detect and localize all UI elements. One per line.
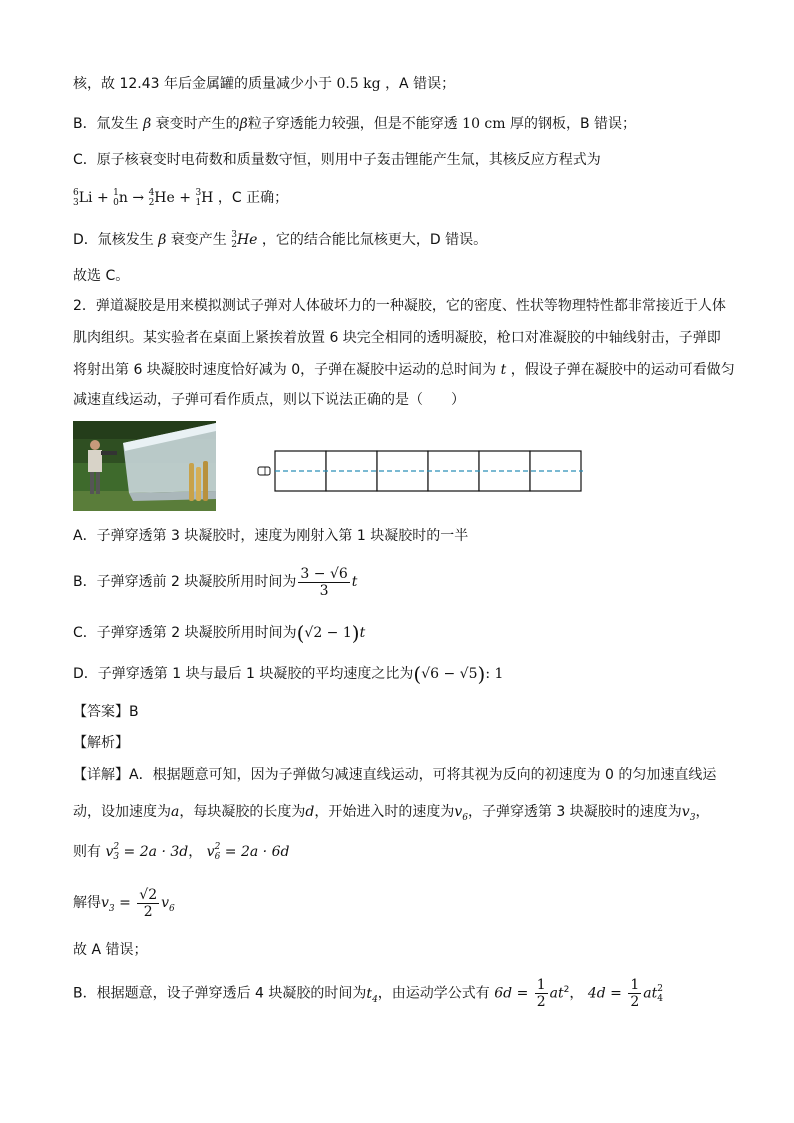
equation-rhs: = 2a · 3d bbox=[119, 844, 189, 860]
equation-1 bbox=[105, 844, 188, 860]
line-text: ，每块凝胶的长度为 bbox=[179, 804, 306, 820]
line-text: ，它的结合能比氚核更大，D 错误。 bbox=[261, 232, 488, 248]
detail-line bbox=[73, 765, 716, 785]
mass-number: 1 bbox=[113, 188, 119, 198]
equation-rhs: = 2a · 6d bbox=[220, 844, 290, 860]
superscript: 2 bbox=[563, 985, 570, 995]
element-symbol: Li bbox=[78, 190, 93, 206]
line-text: 动，设加速度为 bbox=[73, 804, 171, 820]
line-text: B．根据题意，设子弹穿透后 4 块凝胶的时间为 bbox=[73, 985, 367, 1002]
line-text: 减速直线运动，子弹可看作质点，则以下说法正确的是（ ） bbox=[73, 392, 465, 408]
math-t: t bbox=[359, 625, 366, 641]
denominator: 2 bbox=[536, 994, 546, 1011]
var: v bbox=[206, 844, 215, 860]
subscript: 6 bbox=[214, 852, 221, 862]
text-line bbox=[73, 74, 455, 94]
ratio-tail: : 1 bbox=[485, 666, 504, 682]
math-v6 bbox=[454, 804, 468, 823]
solution-eq bbox=[101, 895, 136, 914]
answer-label bbox=[73, 702, 139, 722]
subscript: 3 bbox=[689, 812, 696, 823]
numerator: 1 bbox=[630, 977, 640, 994]
equation-rhs: at bbox=[643, 985, 658, 1002]
paren-open: ( bbox=[296, 621, 305, 645]
var: v bbox=[105, 844, 114, 860]
element-symbol: He bbox=[236, 232, 258, 248]
option-text: C．子弹穿透第 2 块凝胶所用时间为 bbox=[73, 625, 297, 641]
math-expression: √2 − 1 bbox=[304, 625, 352, 641]
nuclide-he3 bbox=[231, 228, 257, 252]
var: v bbox=[681, 804, 690, 820]
subscript: 3 bbox=[113, 852, 120, 862]
mass-number: 3 bbox=[231, 230, 237, 240]
element-symbol: He bbox=[154, 190, 175, 206]
numerator: 3 − √6 bbox=[300, 565, 348, 582]
question-text bbox=[73, 328, 721, 348]
subscript: 4 bbox=[372, 994, 378, 1005]
var: v bbox=[161, 895, 170, 911]
detail-line: 动，设加速度为a，每块凝胶的长度为d，开始进入时的速度为$v_6$，子弹穿透第 3 块凝胶时的速度为$v_3$， bbox=[73, 804, 710, 823]
line-text: 【详解】A．根据题意可知，因为子弹做匀减速直线运动，可将其视为反向的初速度为 0 的匀加速直线运 bbox=[73, 767, 717, 783]
subscript: 4 bbox=[657, 993, 663, 1004]
math-beta: β bbox=[239, 116, 248, 132]
math-d: d bbox=[305, 804, 315, 820]
option-b bbox=[73, 562, 357, 602]
denominator: 3 bbox=[319, 582, 329, 599]
math-length: 10 cm bbox=[462, 116, 506, 132]
analysis-label bbox=[73, 733, 129, 753]
equation-2 bbox=[207, 844, 290, 860]
math-a: a bbox=[171, 804, 180, 820]
line-text: ，C 正确； bbox=[217, 190, 289, 206]
nuclear-equation bbox=[73, 186, 288, 210]
subscript: 6 bbox=[462, 812, 468, 823]
option-c bbox=[73, 620, 365, 646]
math-mass: 0.5 kg bbox=[336, 76, 381, 92]
equation-lhs: 4d = bbox=[587, 985, 627, 1002]
element-symbol: H bbox=[201, 190, 214, 206]
option-d bbox=[73, 661, 503, 687]
question-text bbox=[73, 296, 726, 316]
line-text: B．氚发生 bbox=[73, 116, 139, 132]
question-text bbox=[73, 390, 465, 410]
line-text: 解得 bbox=[73, 895, 101, 911]
nuclide-n bbox=[113, 186, 128, 210]
text-line bbox=[73, 228, 487, 252]
ballistic-gel-photo bbox=[73, 421, 216, 511]
var: v bbox=[454, 804, 463, 820]
answer-text: 【答案】B bbox=[73, 704, 139, 720]
line-text: 核，故 12.43 年后金属罐的质量减少小于 bbox=[73, 76, 332, 92]
line-text: 肌肉组织。某实验者在桌面上紧挨着放置 6 块完全相同的透明凝胶，枪口对准凝胶的中轴线射击，子弹即 bbox=[73, 330, 721, 346]
math-t: t bbox=[500, 362, 507, 378]
superscript: 2 bbox=[214, 842, 221, 852]
line-text: 将射出第 6 块凝胶时速度恰好减为 0，子弹在凝胶中运动的总时间为 bbox=[73, 362, 497, 378]
mass-number: 4 bbox=[148, 188, 155, 198]
subscript: 3 bbox=[108, 903, 115, 914]
denominator: 2 bbox=[143, 903, 153, 920]
option-text: B．子弹穿透前 2 块凝胶所用时间为 bbox=[73, 574, 297, 590]
fraction bbox=[535, 977, 548, 1010]
line-text: 厚的钢板，B 错误； bbox=[510, 116, 637, 132]
line-text: 则有 bbox=[73, 844, 101, 860]
math-expression: √6 − √5 bbox=[421, 666, 478, 682]
line-text: 故选 C。 bbox=[73, 268, 130, 284]
line-text: 衰变时产生的 bbox=[155, 116, 240, 132]
mass-number: 6 bbox=[73, 188, 79, 198]
option-text: D．子弹穿透第 1 块与最后 1 块凝胶的平均速度之比为 bbox=[73, 666, 414, 682]
fraction bbox=[628, 977, 641, 1010]
atomic-number: 2 bbox=[231, 240, 237, 250]
separator: ， bbox=[188, 844, 203, 860]
line-text: ，由运动学公式有 bbox=[377, 985, 490, 1002]
paren-open: ( bbox=[413, 662, 422, 686]
subscript: 6 bbox=[169, 903, 175, 914]
var: t bbox=[366, 985, 373, 1002]
math-beta: β bbox=[158, 232, 167, 248]
detail-line bbox=[73, 840, 289, 864]
bullet-icon bbox=[258, 467, 270, 475]
math-t: t bbox=[351, 574, 358, 590]
detail-line bbox=[73, 883, 175, 929]
nuclide-h bbox=[195, 186, 213, 210]
line-text: ，子弹穿透第 3 块凝胶时的速度为 bbox=[467, 804, 682, 820]
detail-line bbox=[73, 970, 663, 1019]
arrow-icon: → bbox=[132, 190, 145, 206]
element-symbol: n bbox=[118, 190, 128, 206]
gel-block-diagram bbox=[255, 450, 585, 494]
equals: = bbox=[114, 895, 136, 911]
atomic-number: 3 bbox=[73, 198, 79, 208]
equation-lhs: 6d = bbox=[494, 985, 533, 1002]
numerator: 1 bbox=[536, 977, 546, 994]
line-text: D．氚核发生 bbox=[73, 232, 154, 248]
line-text: 衰变产生 bbox=[170, 232, 227, 248]
line-text: 故 A 错误； bbox=[73, 942, 148, 958]
superscript: 2 bbox=[657, 983, 663, 994]
math-v3 bbox=[681, 804, 696, 823]
line-text: ，假设子弹在凝胶中的运动可看做匀 bbox=[510, 362, 735, 378]
fraction bbox=[137, 887, 159, 920]
superscript: 2 bbox=[113, 842, 120, 852]
atomic-number: 0 bbox=[113, 198, 119, 208]
option-text: A．子弹穿透第 3 块凝胶时，速度为刚射入第 1 块凝胶时的一半 bbox=[73, 528, 469, 544]
equation-rhs: at bbox=[549, 985, 564, 1002]
numerator: √2 bbox=[139, 886, 158, 903]
atomic-number: 2 bbox=[148, 198, 155, 208]
line-text: C．原子核衰变时电荷数和质量数守恒，则用中子轰击锂能产生氚，其核反应方程式为 bbox=[73, 152, 601, 168]
var: v bbox=[101, 895, 109, 911]
mass-number: 3 bbox=[195, 188, 202, 198]
text-line bbox=[73, 266, 129, 286]
line-text: 粒子穿透能力较强，但是不能穿透 bbox=[247, 116, 458, 132]
analysis-text: 【解析】 bbox=[73, 735, 129, 751]
nuclide-he bbox=[149, 186, 175, 210]
line-text: ，A 错误； bbox=[385, 76, 456, 92]
text-line bbox=[73, 150, 601, 170]
paren-close: ) bbox=[351, 621, 360, 645]
fraction bbox=[298, 566, 349, 599]
detail-line bbox=[73, 940, 147, 960]
line-text: ，开始进入时的速度为 bbox=[314, 804, 455, 820]
option-a bbox=[73, 526, 468, 546]
plus-sign: + bbox=[96, 190, 109, 206]
separator: ， bbox=[569, 985, 584, 1002]
math-beta: β bbox=[143, 116, 152, 132]
atomic-number: 1 bbox=[195, 198, 202, 208]
denominator: 2 bbox=[630, 994, 640, 1011]
line-text: 2．弹道凝胶是用来模拟测试子弹对人体破坏力的一种凝胶，它的密度、性状等物理特性都非常接近于人体 bbox=[73, 298, 726, 314]
plus-sign: + bbox=[179, 190, 191, 206]
text-line bbox=[73, 114, 636, 134]
question-text bbox=[73, 360, 735, 380]
nuclide-li bbox=[73, 186, 93, 210]
paren-close: ) bbox=[477, 662, 486, 686]
